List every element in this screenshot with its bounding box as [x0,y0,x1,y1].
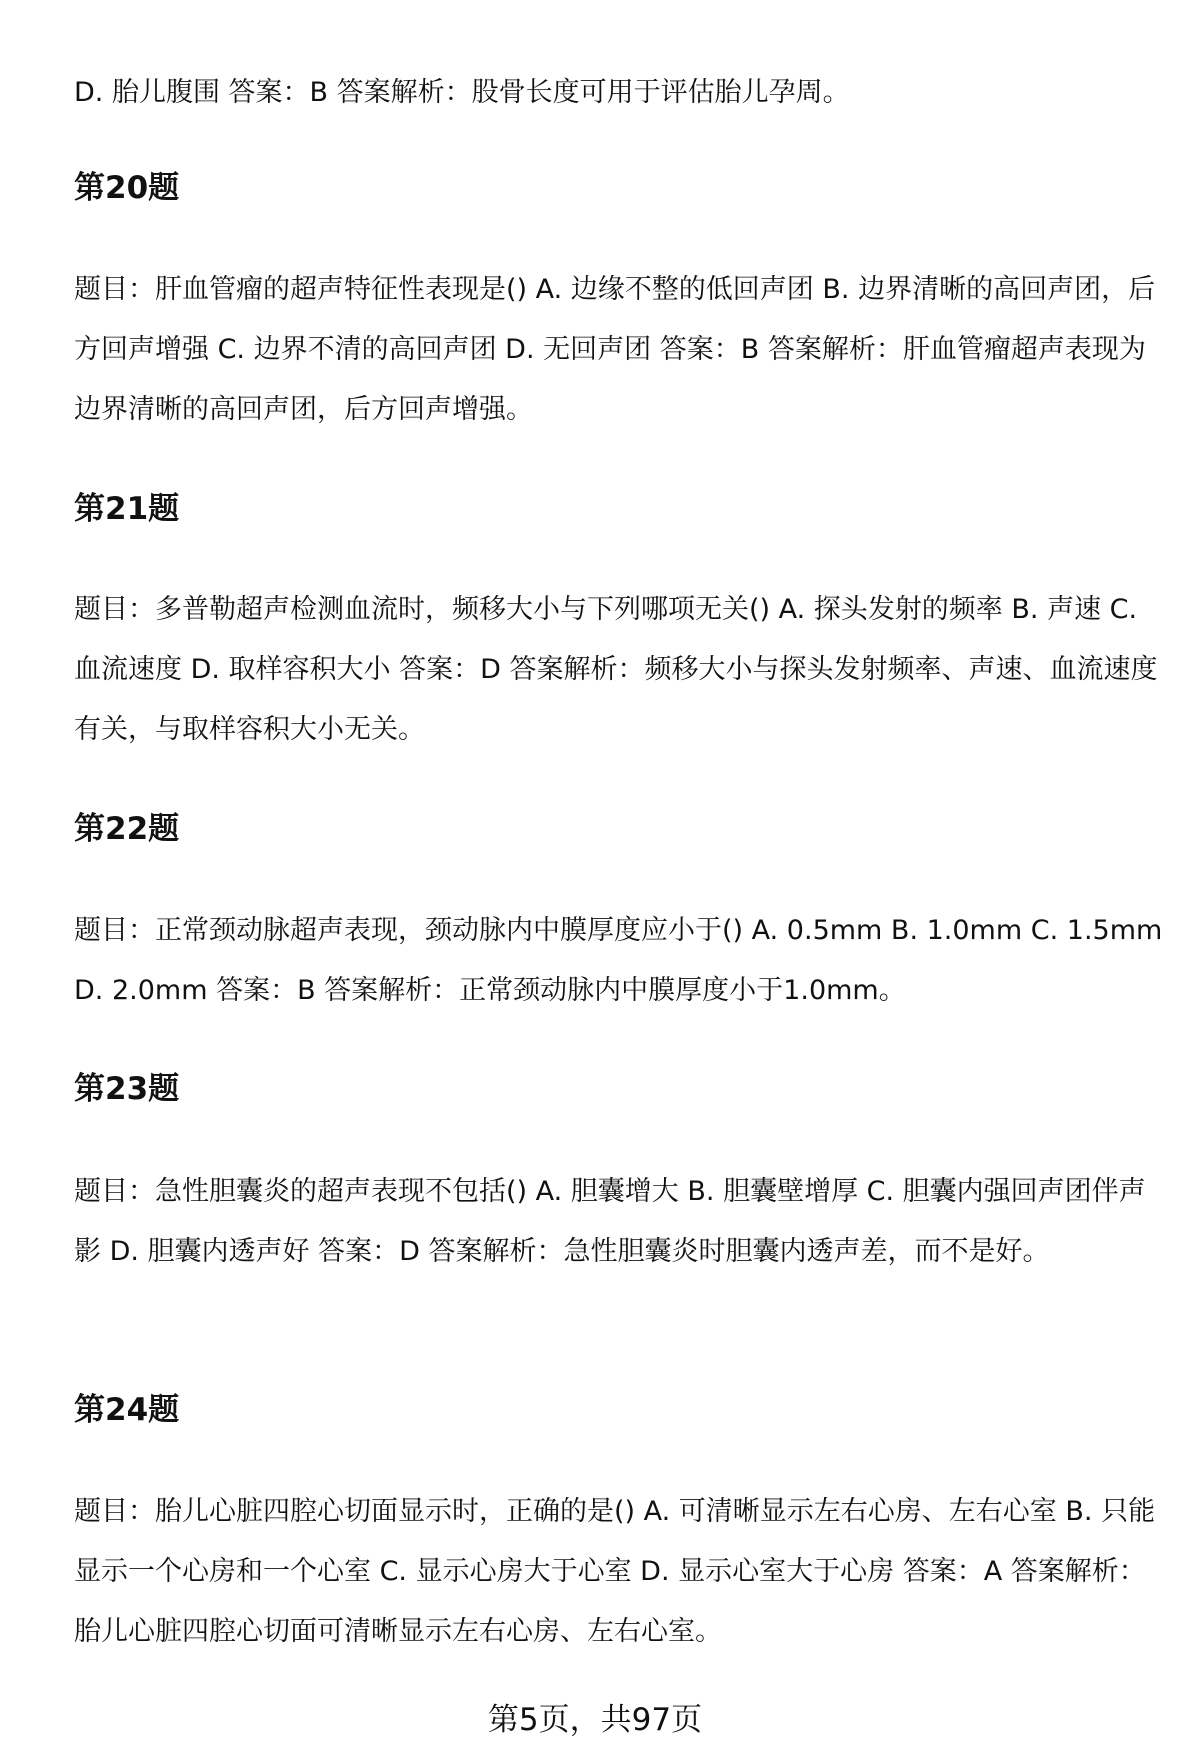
question-body: 题目：多普勒超声检测血流时，频移大小与下列哪项无关() A. 探头发射的频率 B. 声速 C. 血流速度 D. 取样容积大小 答案：D 答案解析：频移大小与探头发射频率、声速、血流速度有关，与取样容积大小无关。 [74,594,1158,745]
question-title: 第22题 [74,811,180,847]
question-title: 第21题 [74,491,180,527]
question-body: 题目：肝血管瘤的超声特征性表现是() A. 边缘不整的低回声团 B. 边界清晰的高回声团，后方回声增强 C. 边界不清的高回声团 D. 无回声团 答案：B 答案解析：肝血管瘤超声表现为边界清晰的高回声团，后方回声增强。 [74,274,1156,425]
question-title: 第23题 [74,1071,180,1107]
question-body: 题目：胎儿心脏四腔心切面显示时，正确的是() A. 可清晰显示左右心房、左右心室 B. 只能显示一个心房和一个心室 C. 显示心房大于心室 D. 显示心室大于心房 答案：A 答案解析：胎儿心脏四腔心切面可清晰显示左右心房、左右心室。 [74,1496,1156,1647]
question-body: 题目：正常颈动脉超声表现，颈动脉内中膜厚度应小于() A. 0.5mm B. 1.0mm C. 1.5mm D. 2.0mm 答案：B 答案解析：正常颈动脉内中膜厚度小于1.0mm。 [74,915,1163,1006]
page-number: 第5页，共97页 [487,1702,703,1738]
carryover-answer-text: D. 胎儿腹围 答案：B 答案解析：股骨长度可用于评估胎儿孕周。 [74,77,850,108]
question-title: 第24题 [74,1392,180,1428]
question-title: 第20题 [74,170,180,206]
question-body: 题目：急性胆囊炎的超声表现不包括() A. 胆囊增大 B. 胆囊壁增厚 C. 胆囊内强回声团伴声影 D. 胆囊内透声好 答案：D 答案解析：急性胆囊炎时胆囊内透声差，而不是好。 [74,1176,1146,1267]
